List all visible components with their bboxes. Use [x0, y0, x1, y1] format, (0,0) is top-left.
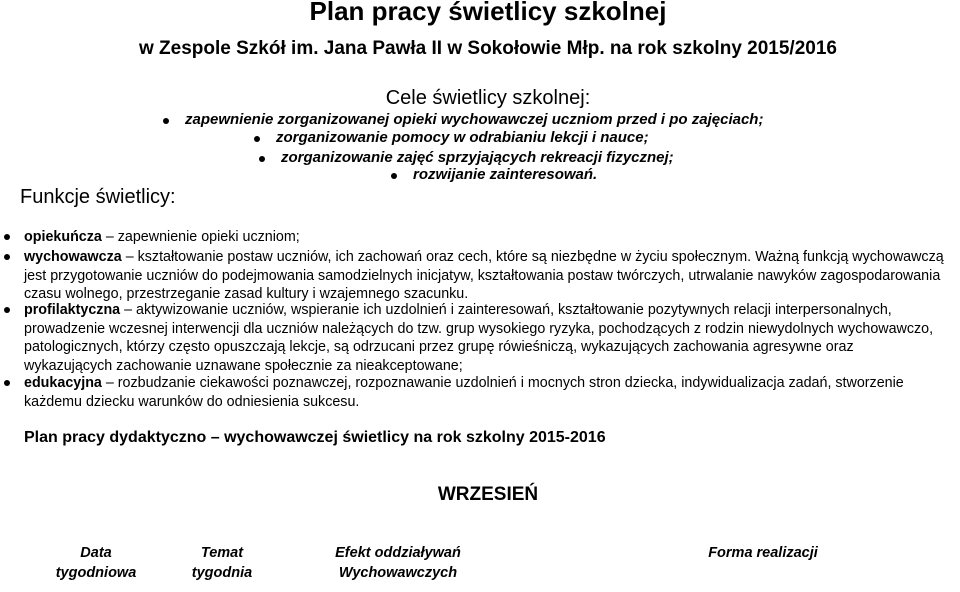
bullet-icon — [163, 118, 169, 124]
goal-text: zapewnienie zorganizowanej opieki wychowawczej uczniom przed i po zajęciach; — [185, 111, 764, 128]
goal-item — [281, 149, 674, 166]
function-term: edukacyjna — [24, 375, 102, 391]
column-header-line: Forma realizacji — [708, 545, 818, 561]
column-header-line: tygodniowa — [55, 565, 137, 581]
bullet-icon — [4, 307, 10, 313]
function-item — [24, 374, 944, 411]
function-text: – kształtowanie postaw uczniów, ich zachowań oraz cech, które są niezbędne w życiu społecznym. Ważną funkcją wychowawczą jest przygotowanie uczniów do podejmowania samodzielnych inicjatyw, kształtowania postaw twórczych, utrwalanie nawyków zagospodarowania czasu wolnego, przestrzeganie zasad kultury i wzajemnego szacunku. — [24, 249, 944, 302]
goal-text: rozwijanie zainteresowań. — [413, 166, 598, 183]
function-item — [24, 301, 944, 375]
column-header-line: Data — [80, 545, 112, 561]
column-header-date — [30, 543, 162, 583]
bullet-icon — [4, 234, 10, 240]
page-title: Plan pracy świetlicy szkolnej — [309, 0, 667, 26]
month-heading: WRZESIEŃ — [437, 484, 539, 505]
bullet-icon — [4, 380, 10, 386]
column-header-form — [682, 543, 844, 563]
bullet-icon — [4, 254, 10, 260]
column-header-topic — [172, 543, 272, 583]
function-term: profilaktyczna — [24, 302, 121, 318]
goal-item — [413, 166, 597, 183]
goals-heading: Cele świetlicy szkolnej: — [385, 87, 591, 109]
bullet-icon — [254, 136, 260, 142]
function-text: – rozbudzanie ciekawości poznawczej, rozpoznawanie uzdolnień i mocnych stron dziecka, indywidualizacja zadań, stworzenie każdemu dziecku warunków do odniesienia sukcesu. — [24, 375, 904, 410]
bullet-icon — [259, 156, 265, 162]
page-subtitle: w Zespole Szkół im. Jana Pawła II w Sokołowie Młp. na rok szkolny 2015/2016 — [139, 38, 837, 59]
plan-title: Plan pracy dydaktyczno – wychowawczej świetlicy na rok szkolny 2015-2016 — [24, 429, 606, 446]
function-item — [24, 248, 944, 304]
function-item — [24, 228, 944, 247]
function-term: wychowawcza — [24, 249, 122, 265]
goal-text: zorganizowanie pomocy w odrabianiu lekcji i nauce; — [276, 129, 649, 146]
column-header-line: Wychowawczych — [338, 565, 458, 581]
functions-heading: Funkcje świetlicy: — [20, 186, 176, 208]
function-text: – aktywizowanie uczniów, wspieranie ich uzdolnień i zainteresowań, kształtowanie pozytywnych relacji interpersonalnych, prowadzenie wczesnej interwencji dla uczniów należących do tzw. grup wysokiego ryzyka, pochodzących z rodzin niewydolnych wychowawczo, patologicznych, którzy często opuszczają lekcje, są odrzucani przez grupę rówieśniczą, wykazujących zachowania agresywne oraz wykazujących zachowanie uznawane społecznie za nieakceptowane; — [24, 302, 934, 374]
goal-text: zorganizowanie zajęć sprzyjających rekreacji fizycznej; — [281, 149, 674, 166]
column-header-line: Efekt oddziaływań — [335, 545, 461, 561]
goal-item — [185, 111, 763, 128]
function-text: – zapewnienie opieki uczniom; — [101, 229, 300, 245]
goal-item — [276, 129, 649, 146]
bullet-icon — [391, 173, 397, 179]
column-header-line: tygodnia — [191, 565, 253, 581]
function-term: opiekuńcza — [24, 229, 102, 245]
column-header-effect — [282, 543, 514, 583]
column-header-line: Temat — [200, 545, 244, 561]
